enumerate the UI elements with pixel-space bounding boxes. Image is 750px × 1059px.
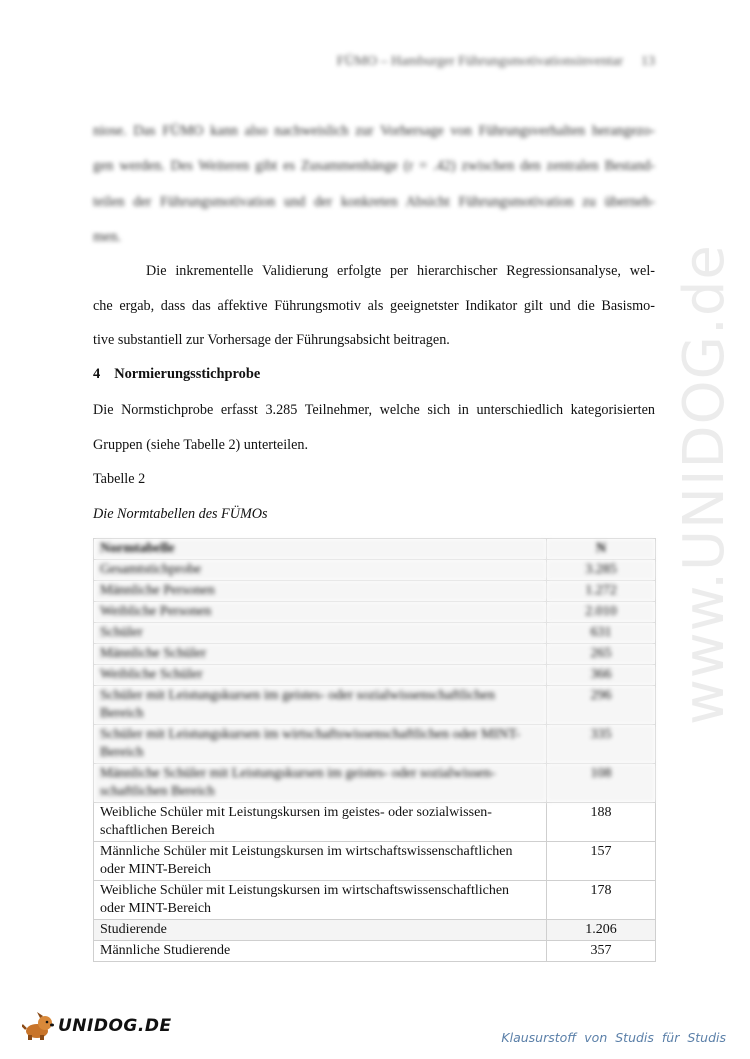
table-row <box>94 644 656 665</box>
unidog-logo <box>22 1012 172 1040</box>
row-count: 631 <box>547 623 656 644</box>
row-label-line: schaftlichen Bereich <box>100 823 215 838</box>
table-row <box>94 881 656 920</box>
row-count: 188 <box>547 803 656 842</box>
row-count: 366 <box>547 665 656 686</box>
running-title: FÜMO – Hamburger Führungsmotivationsinventar <box>336 54 623 69</box>
table-row <box>94 623 656 644</box>
row-label <box>94 881 547 920</box>
section-number: 4 <box>93 366 101 382</box>
row-label-line: oder MINT-Bereich <box>100 862 212 877</box>
norm-table <box>93 538 656 962</box>
row-label <box>94 842 547 881</box>
row-label-line: Weibliche Schüler mit Leistungskursen im wirtschaftswissenschaftlichen <box>100 883 510 898</box>
blurred-paragraph-line: men. <box>93 229 121 245</box>
row-label: Weibliche Personen <box>94 602 547 623</box>
row-label: Schüler mit Leistungskursen im geistes- oder sozialwissenschaftlichen Bereich <box>94 686 547 725</box>
row-count: 1.272 <box>547 581 656 602</box>
row-count: 178 <box>547 881 656 920</box>
row-count: 157 <box>547 842 656 881</box>
row-label: Gesamtstichprobe <box>94 560 547 581</box>
section-heading <box>93 366 260 383</box>
blurred-paragraph-line: gen werden. Des Weiteren gibt es Zusammenhänge (r = .42) zwischen den zentralen Bestand- <box>93 158 655 174</box>
row-label: Studierende <box>94 920 547 941</box>
paragraph-line: tive substantiell zur Vorhersage der Führungsabsicht beitragen. <box>93 332 450 348</box>
blurred-paragraph-line: niose. Das FÜMO kann also nachweislich zur Vorhersage von Führungsverhalten herangezo- <box>93 123 655 139</box>
row-label: Männliche Schüler <box>94 644 547 665</box>
section-title: Normierungsstichprobe <box>114 366 261 382</box>
row-count: 3.285 <box>547 560 656 581</box>
paragraph-line: che ergab, dass das affektive Führungsmotiv als geeignetster Indikator gilt und die Basismo- <box>93 298 655 314</box>
table-row <box>94 842 656 881</box>
table-row <box>94 581 656 602</box>
row-count: 296 <box>547 686 656 725</box>
blurred-paragraph-line: teilen der Führungsmotivation und der konkreten Absicht Führungsmotivation zu überneh- <box>93 194 655 210</box>
column-header: Normtabelle <box>94 539 547 560</box>
column-header: N <box>547 539 656 560</box>
table-row <box>94 941 656 962</box>
table-row <box>94 725 656 764</box>
row-label <box>94 803 547 842</box>
row-count: 265 <box>547 644 656 665</box>
row-label-line: Männliche Schüler mit Leistungskursen im wirtschaftswissenschaftlichen <box>100 844 513 859</box>
dog-mascot-icon <box>22 1012 56 1040</box>
row-count: 335 <box>547 725 656 764</box>
paragraph-line: Die Normstichprobe erfasst 3.285 Teilnehmer, welche sich in unterschiedlich kategorisierten <box>93 402 655 418</box>
paragraph-line: Die inkrementelle Validierung erfolgte per hierarchischer Regressionsanalyse, wel- <box>146 263 655 279</box>
row-label: Männliche Schüler mit Leistungskursen im geistes- oder sozialwissen-schaftlichen Bereich <box>94 764 547 803</box>
running-header <box>337 54 655 70</box>
row-label-line: oder MINT-Bereich <box>100 901 212 916</box>
table-row <box>94 803 656 842</box>
row-label: Weibliche Schüler <box>94 665 547 686</box>
table-header-row <box>94 539 656 560</box>
row-count: 357 <box>547 941 656 962</box>
table-row <box>94 602 656 623</box>
row-label: Schüler mit Leistungskursen im wirtschaftswissenschaftlichen oder MINT-Bereich <box>94 725 547 764</box>
paragraph-line: Gruppen (siehe Tabelle 2) unterteilen. <box>93 437 309 453</box>
table-row <box>94 560 656 581</box>
table-row <box>94 764 656 803</box>
logo-text: UNIDOG.DE <box>58 1016 172 1036</box>
row-count: 108 <box>547 764 656 803</box>
table-title: Die Normtabellen des FÜMOs <box>93 506 268 522</box>
table-label: Tabelle 2 <box>93 471 146 487</box>
table-row <box>94 686 656 725</box>
row-count: 1.206 <box>547 920 656 941</box>
page-number: 13 <box>641 54 655 69</box>
row-label: Männliche Personen <box>94 581 547 602</box>
table-row <box>94 920 656 941</box>
footer-slogan: Klausurstoff von Studis für Studis <box>501 1030 726 1045</box>
row-label-line: Weibliche Schüler mit Leistungskursen im geistes- oder sozialwissen- <box>100 805 492 820</box>
watermark: www.UNIDOG.de <box>672 244 737 725</box>
row-count: 2.010 <box>547 602 656 623</box>
table-row <box>94 665 656 686</box>
row-label: Schüler <box>94 623 547 644</box>
row-label: Männliche Studierende <box>94 941 547 962</box>
